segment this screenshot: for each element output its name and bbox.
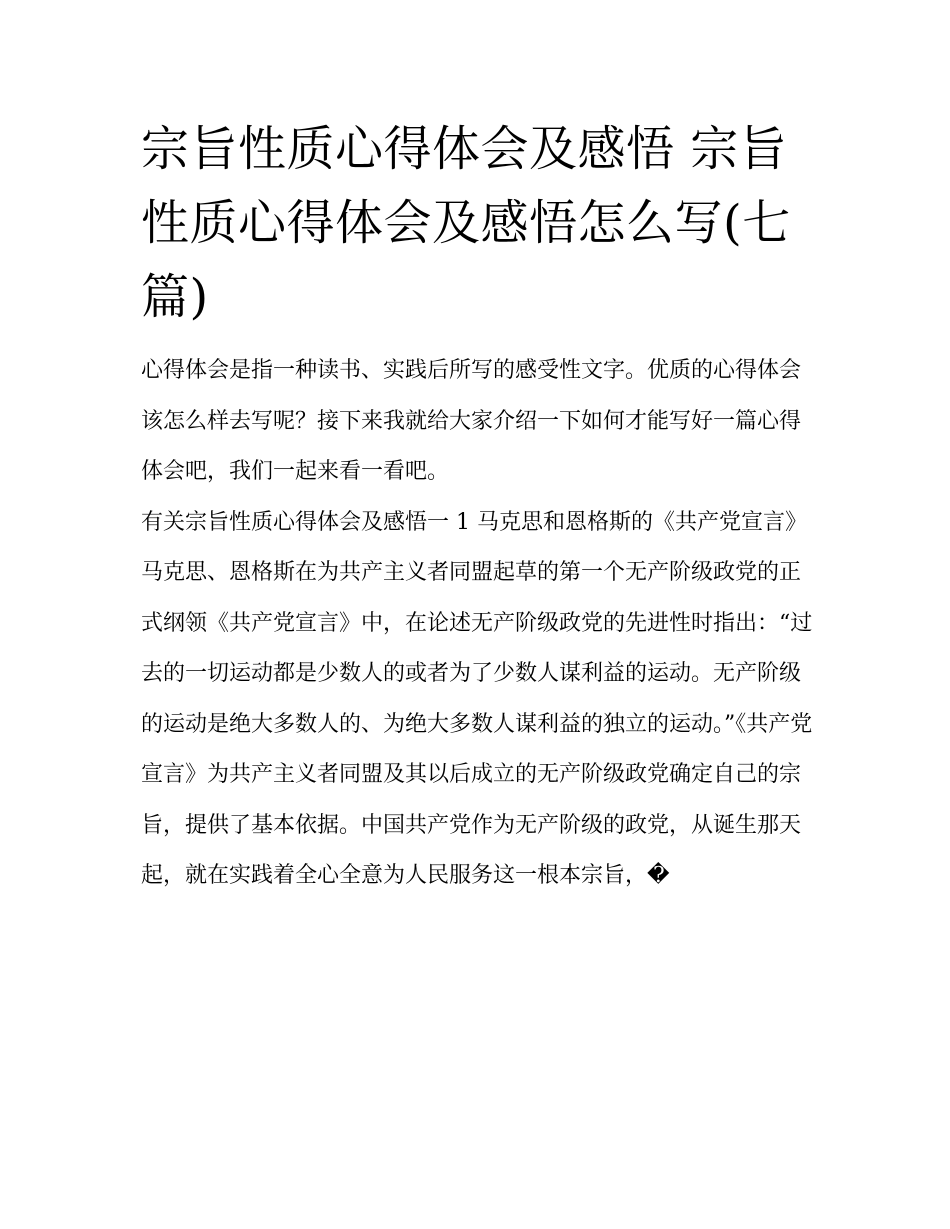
document-body — [141, 112, 813, 902]
body-paragraph: 马克思、恩格斯在为共产主义者同盟起草的第一个无产阶级政党的正式纲领《共产党宣言》中，在论述无产阶级政党的先进性时指出：“过去的一切运动都是少数人的或者为了少数人谋利益的运动。无产阶级的运动是绝大多数人的、为绝大多数人谋利益的独立的运动。”《共产党宣言》为共产主义者同盟及其以后成立的无产阶级政党确定自己的宗旨，提供了基本依据。中国共产党作为无产阶级的政党，从诞生那天起，就在实践着全心全意为人民服务这一根本宗旨，� — [141, 560, 813, 888]
document-title: 宗旨性质心得体会及感悟 宗旨性质心得体会及感悟怎么写(七篇) — [141, 121, 791, 325]
section-heading-paragraph: 有关宗旨性质心得体会及感悟一 1 马克思和恩格斯的《共产党宣言》 — [141, 509, 807, 535]
intro-paragraph: 心得体会是指一种读书、实践后所写的感受性文字。优质的心得体会该怎么样去写呢？接下来我就给大家介绍一下如何才能写好一篇心得体会吧，我们一起来看一看吧。 — [141, 358, 802, 484]
